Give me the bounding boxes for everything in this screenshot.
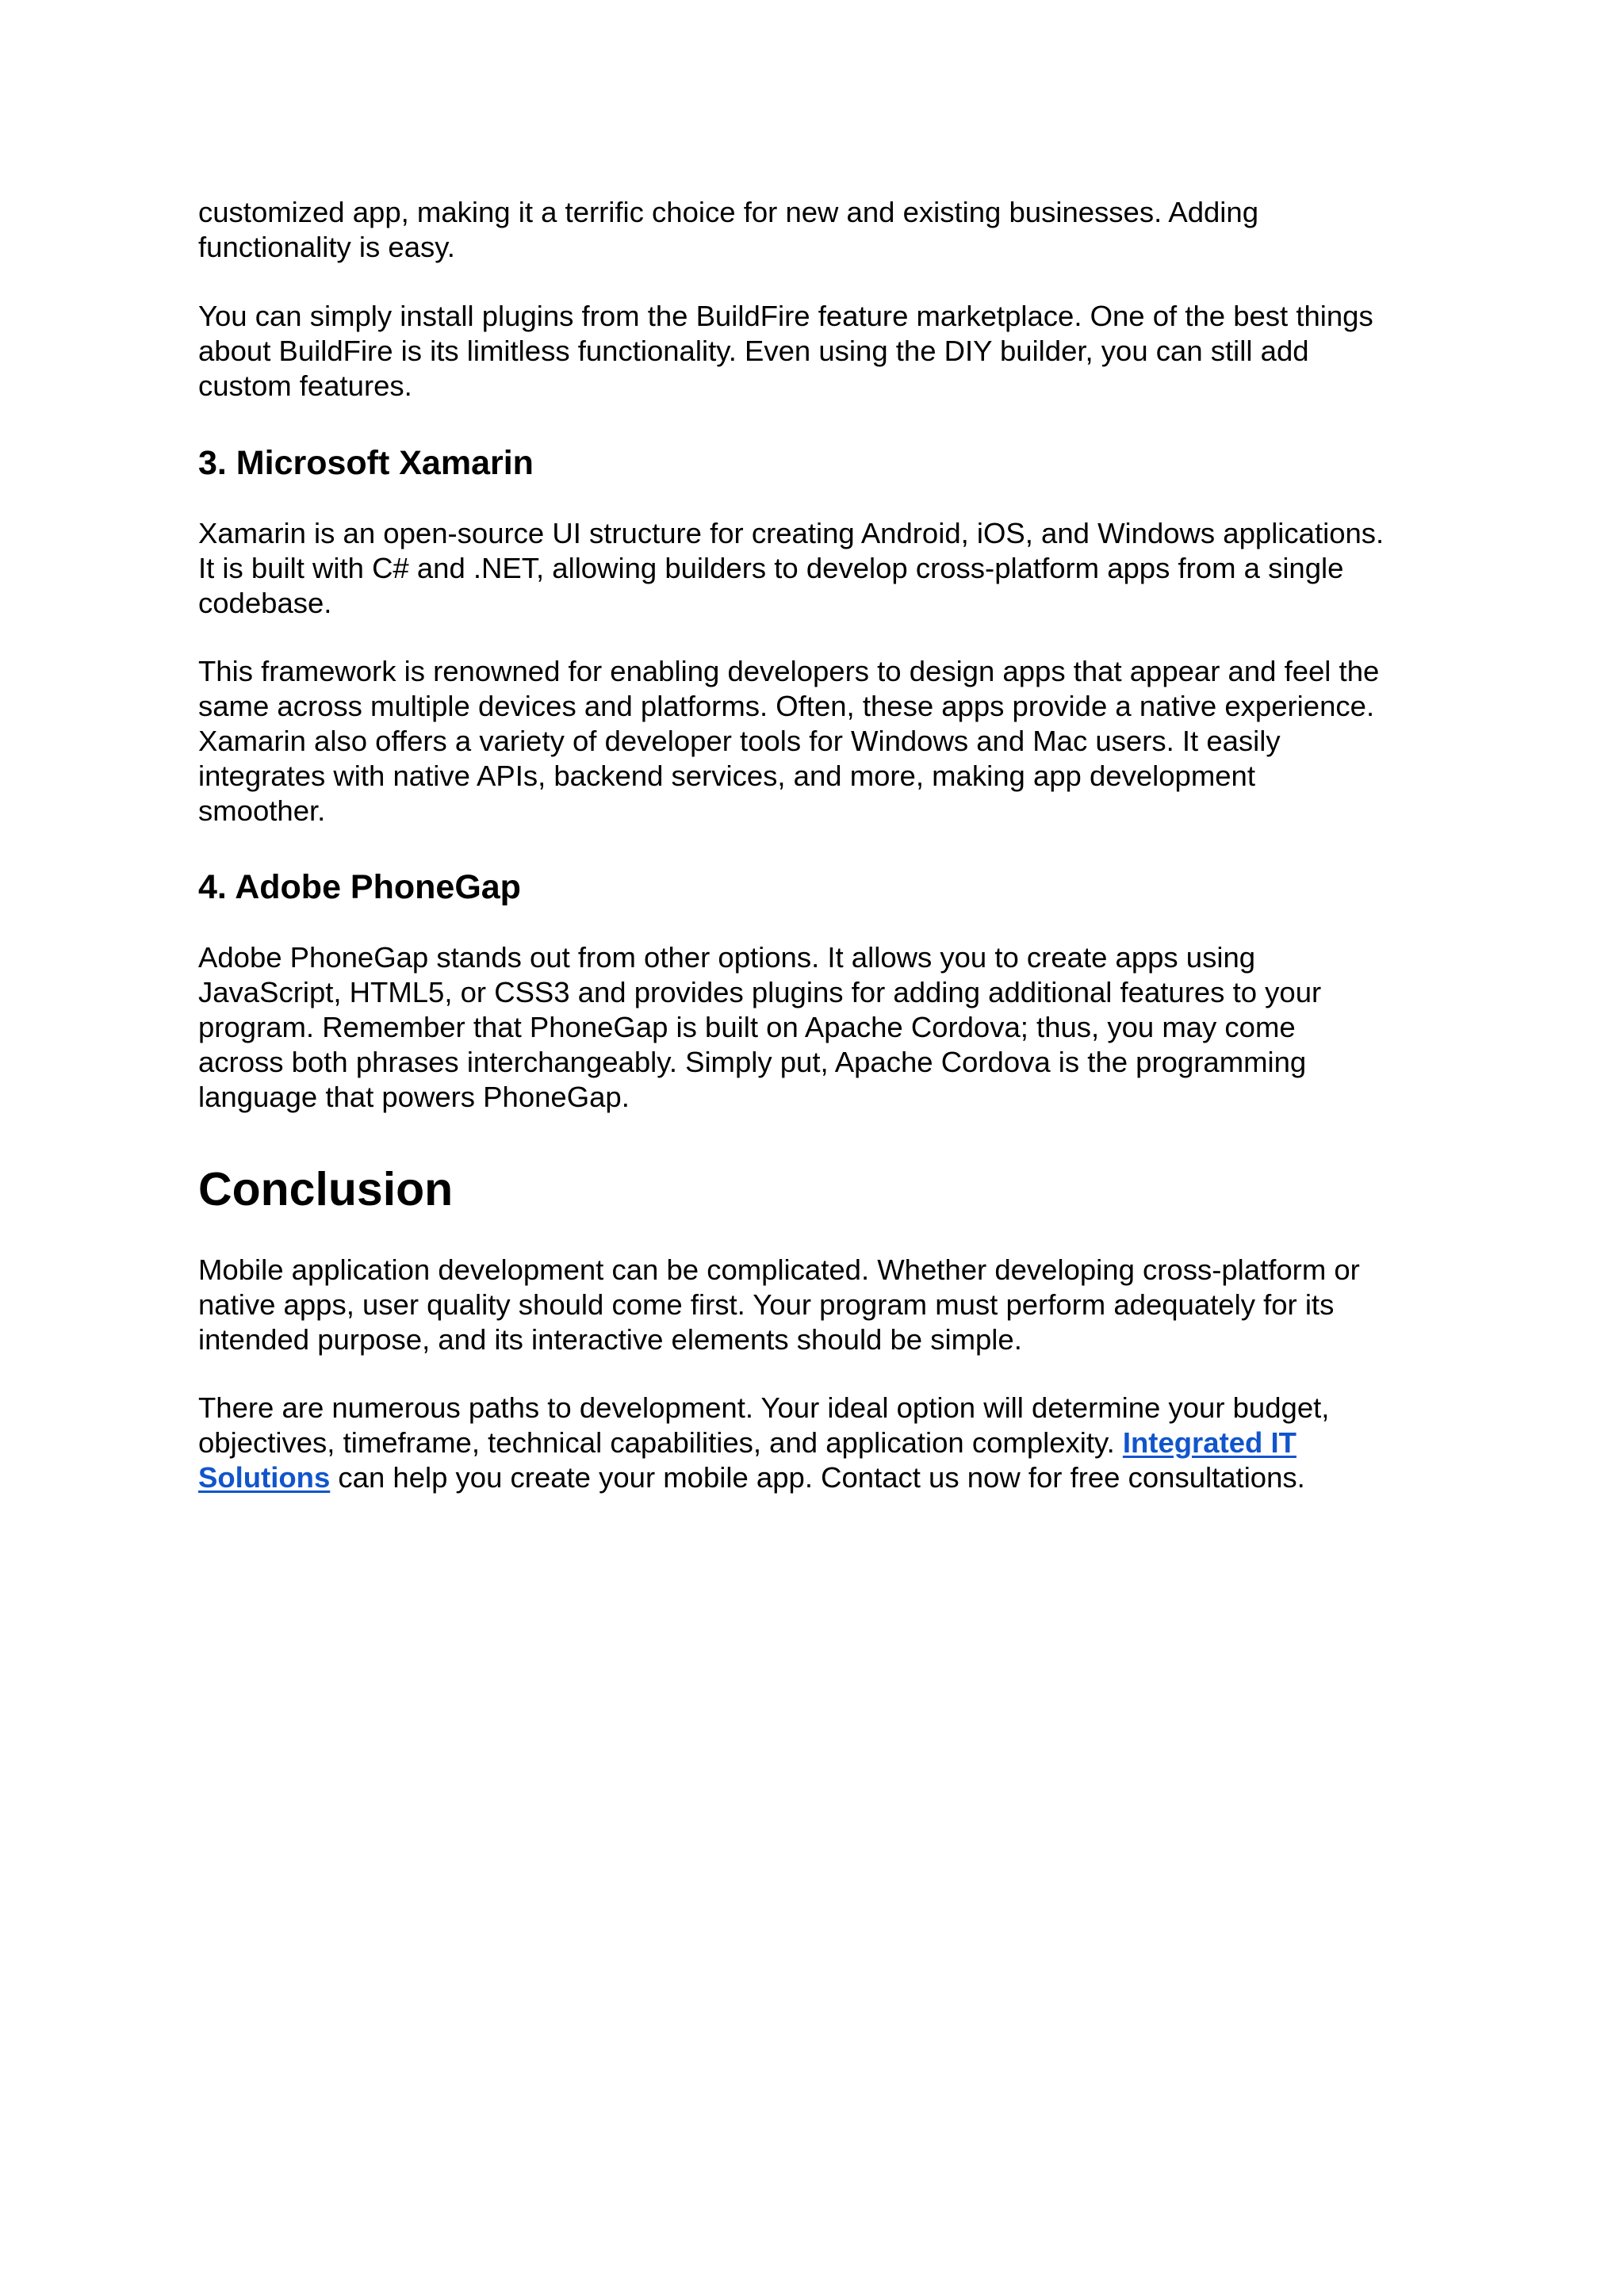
paragraph-line: You can simply install plugins from the BuildFire feature marketplace. One of the best things — [198, 300, 1373, 332]
intro-paragraph — [198, 195, 1258, 265]
paragraph-line: language that powers PhoneGap. — [198, 1081, 630, 1113]
paragraph-line: same across multiple devices and platforms. Often, these apps provide a native experience. — [198, 690, 1375, 722]
conclusion-paragraph-1 — [198, 1253, 1360, 1357]
paragraph-line: This framework is renowned for enabling developers to design apps that appear and feel the — [198, 655, 1380, 687]
paragraph-line: custom features. — [198, 369, 412, 402]
paragraph-text: objectives, timeframe, technical capabilities, and application complexity. — [198, 1426, 1123, 1459]
paragraph-line: intended purpose, and its interactive elements should be simple. — [198, 1323, 1022, 1356]
paragraph-line: customized app, making it a terrific choice for new and existing businesses. Adding — [198, 196, 1259, 228]
paragraph-line: functionality is easy. — [198, 231, 455, 263]
paragraph-line: Mobile application development can be complicated. Whether developing cross-platform or — [198, 1253, 1360, 1286]
paragraph-line: program. Remember that PhoneGap is built on Apache Cordova; thus, you may come — [198, 1011, 1296, 1043]
phonegap-paragraph — [198, 940, 1321, 1115]
xamarin-paragraph-2 — [198, 654, 1379, 828]
paragraph-line: about BuildFire is its limitless functionality. Even using the DIY builder, you can still add — [198, 335, 1309, 367]
integrated-it-solutions-link[interactable]: Integrated IT — [1122, 1426, 1297, 1459]
paragraph-line: codebase. — [198, 587, 332, 619]
paragraph-text: can help you create your mobile app. Contact us now for free consultations. — [330, 1461, 1305, 1494]
paragraph-line: integrates with native APIs, backend services, and more, making app development — [198, 760, 1255, 792]
conclusion-paragraph-2 — [198, 1391, 1329, 1495]
paragraph-line: It is built with C# and .NET, allowing builders to develop cross-platform apps from a single — [198, 552, 1344, 584]
paragraph-line: Adobe PhoneGap stands out from other options. It allows you to create apps using — [198, 941, 1256, 974]
paragraph-line: JavaScript, HTML5, or CSS3 and provides plugins for adding additional features to your — [198, 976, 1322, 1008]
paragraph-line — [198, 1425, 1329, 1460]
buildfire-paragraph — [198, 299, 1373, 404]
paragraph-line: smoother. — [198, 794, 326, 827]
conclusion-heading: Conclusion — [198, 1163, 454, 1215]
xamarin-heading: 3. Microsoft Xamarin — [198, 444, 534, 482]
paragraph-line: across both phrases interchangeably. Simply put, Apache Cordova is the programming — [198, 1046, 1307, 1078]
paragraph-line: There are numerous paths to development. Your ideal option will determine your budget, — [198, 1391, 1330, 1424]
xamarin-paragraph-1 — [198, 516, 1384, 621]
paragraph-line: Xamarin is an open-source UI structure for creating Android, iOS, and Windows applications. — [198, 517, 1385, 549]
integrated-it-solutions-link-continued[interactable]: Solutions — [198, 1461, 331, 1494]
phonegap-heading: 4. Adobe PhoneGap — [198, 868, 521, 906]
paragraph-line — [198, 1460, 1329, 1495]
paragraph-line: native apps, user quality should come first. Your program must perform adequately for its — [198, 1288, 1335, 1321]
paragraph-line: Xamarin also offers a variety of developer tools for Windows and Mac users. It easily — [198, 725, 1281, 757]
